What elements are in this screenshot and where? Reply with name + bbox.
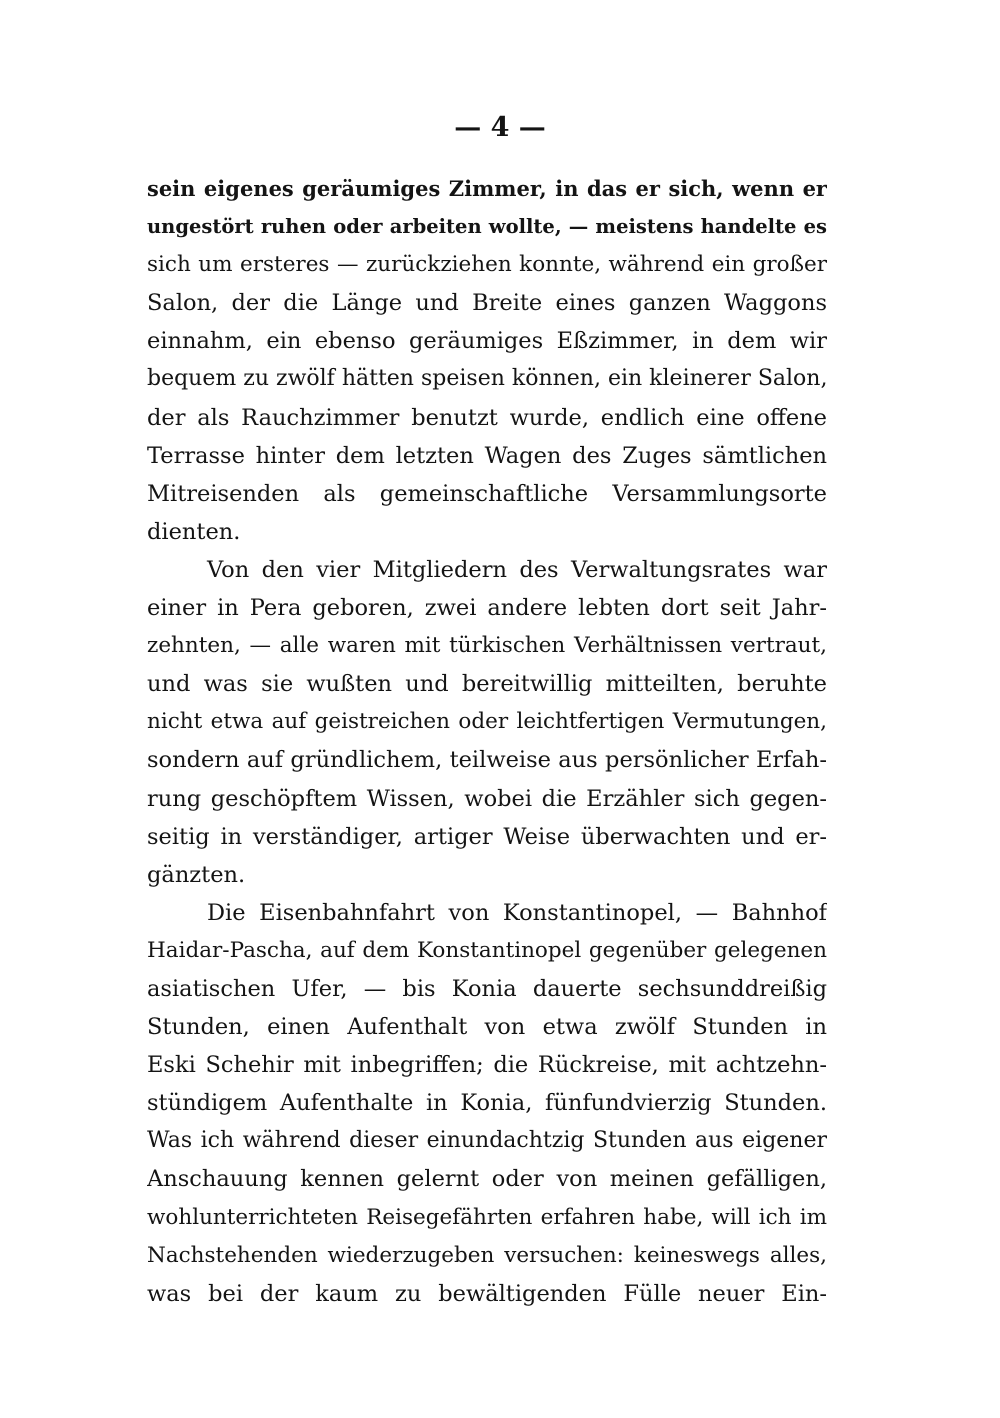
paragraph-start-line: Von den vier Mitgliedern des Verwaltungsrates war bbox=[207, 556, 827, 583]
text-line: Was ich während dieser einundachtzig Stunden aus eigener bbox=[147, 1128, 827, 1154]
text-line: Eski Schehir mit inbegriffen; die Rückreise, mit achtzehn- bbox=[147, 1052, 827, 1079]
page-number: — 4 — bbox=[454, 112, 546, 143]
text-line: seitig in verständiger, artiger Weise überwachten und er- bbox=[147, 823, 827, 850]
body-text bbox=[147, 170, 827, 1313]
text-line: einer in Pera geboren, zwei andere lebten dort seit Jahr- bbox=[147, 595, 827, 622]
text-line: Anschauung kennen gelernt oder von meinen gefälligen, bbox=[147, 1166, 827, 1193]
text-line: der als Rauchzimmer benutzt wurde, endlich eine offene bbox=[147, 404, 827, 431]
text-line: Stunden, einen Aufenthalt von etwa zwölf Stunden in bbox=[147, 1014, 827, 1041]
text-line: und was sie wußten und bereitwillig mitteilten, beruhte bbox=[147, 671, 827, 698]
text-line: sich um ersteres — zurückziehen konnte, während ein großer bbox=[147, 252, 827, 278]
text-line: einnahm, ein ebenso geräumiges Eßzimmer, in dem wir bbox=[147, 328, 827, 355]
paragraph-start-line: Die Eisenbahnfahrt von Konstantinopel, — Bahnhof bbox=[207, 899, 827, 926]
text-line: ungestört ruhen oder arbeiten wollte, — meistens handelte es bbox=[147, 215, 827, 239]
text-line: stündigem Aufenthalte in Konia, fünfundvierzig Stunden. bbox=[147, 1090, 827, 1117]
text-line: dienten. bbox=[147, 518, 241, 545]
text-line: Haidar-Pascha, auf dem Konstantinopel gegenüber gelegenen bbox=[147, 937, 827, 963]
text-line: Terrasse hinter dem letzten Wagen des Zuges sämtlichen bbox=[147, 442, 827, 469]
text-line: nicht etwa auf geistreichen oder leichtfertigen Vermutungen, bbox=[147, 709, 827, 735]
text-line: was bei der kaum zu bewältigenden Fülle neuer Ein- bbox=[147, 1280, 827, 1307]
text-line: zehnten, — alle waren mit türkischen Verhältnissen vertraut, bbox=[147, 633, 827, 659]
text-line: Salon, der die Länge und Breite eines ganzen Waggons bbox=[147, 290, 827, 317]
text-line: bequem zu zwölf hätten speisen können, ein kleinerer Salon, bbox=[147, 366, 827, 392]
text-line: sein eigenes geräumiges Zimmer, in das er sich, wenn er bbox=[147, 176, 827, 201]
text-line: rung geschöpftem Wissen, wobei die Erzähler sich gegen- bbox=[147, 785, 827, 812]
text-line: Mitreisenden als gemeinschaftliche Versammlungsorte bbox=[147, 480, 827, 507]
text-line: asiatischen Ufer, — bis Konia dauerte sechsunddreißig bbox=[147, 975, 827, 1002]
text-line: sondern auf gründlichem, teilweise aus persönlicher Erfah- bbox=[147, 747, 827, 774]
text-line: wohlunterrichteten Reisegefährten erfahren habe, will ich im bbox=[147, 1204, 827, 1230]
text-line: Nachstehenden wiederzugeben versuchen: keineswegs alles, bbox=[147, 1242, 827, 1268]
text-line: gänzten. bbox=[147, 861, 246, 888]
